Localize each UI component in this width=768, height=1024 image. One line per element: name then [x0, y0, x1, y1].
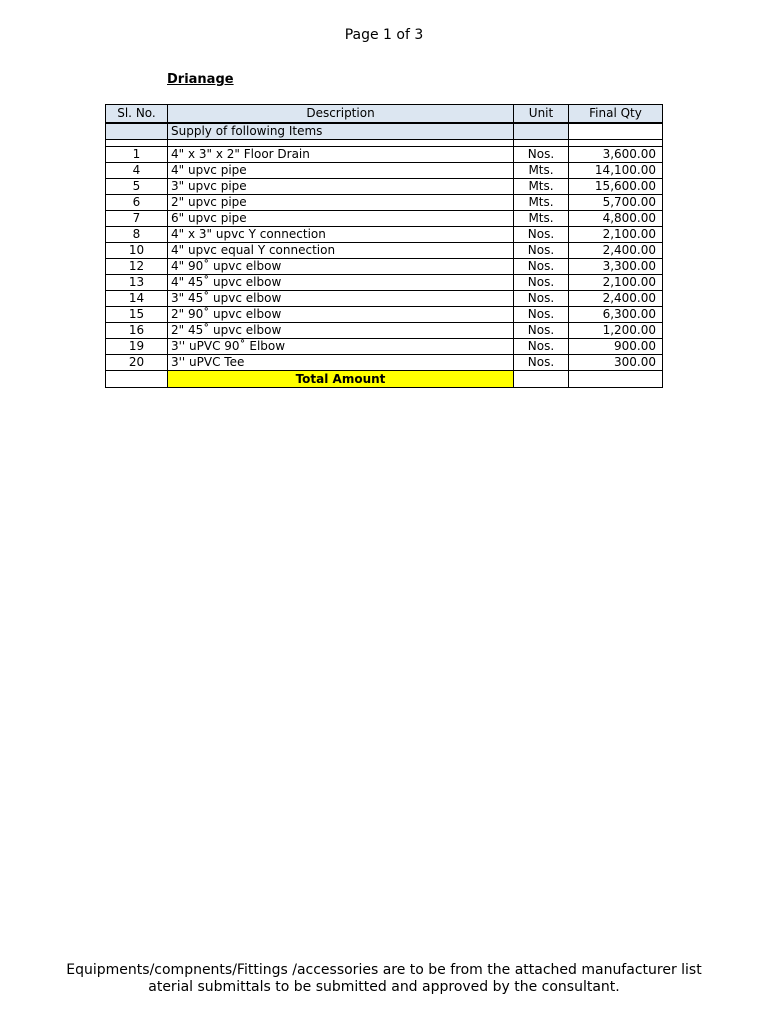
total-qty-cell [569, 371, 663, 388]
section-title: Drianage [167, 72, 234, 87]
subheading-qty-cell [569, 123, 663, 140]
row-final-qty: 900.00 [569, 339, 663, 355]
row-final-qty: 2,400.00 [569, 243, 663, 259]
total-sl-cell [106, 371, 168, 388]
row-unit: Nos. [514, 243, 569, 259]
row-final-qty: 2,100.00 [569, 227, 663, 243]
header-sl-no: Sl. No. [106, 105, 168, 124]
table-row [106, 163, 663, 179]
table-row [106, 291, 663, 307]
row-final-qty: 3,300.00 [569, 259, 663, 275]
footer-line-2: aterial submittals to be submitted and approved by the consultant. [148, 979, 620, 995]
row-description: 2" upvc pipe [168, 195, 514, 211]
row-sl-no: 15 [106, 307, 168, 323]
footer-note [0, 962, 768, 996]
header-description: Description [168, 105, 514, 124]
row-sl-no: 1 [106, 147, 168, 163]
header-unit: Unit [514, 105, 569, 124]
row-description: 4" x 3" upvc Y connection [168, 227, 514, 243]
subheading-sl-cell [106, 123, 168, 140]
table-row [106, 323, 663, 339]
footer-line-1: Equipments/compnents/Fittings /accessories are to be from the attached manufacturer list [66, 962, 702, 978]
table-row [106, 259, 663, 275]
table-header-row [106, 105, 663, 124]
row-sl-no: 6 [106, 195, 168, 211]
table-row [106, 307, 663, 323]
row-unit: Mts. [514, 163, 569, 179]
row-final-qty: 3,600.00 [569, 147, 663, 163]
subheading-label: Supply of following Items [168, 123, 514, 140]
row-description: 3" 45˚ upvc elbow [168, 291, 514, 307]
row-sl-no: 14 [106, 291, 168, 307]
row-description: 4" upvc equal Y connection [168, 243, 514, 259]
row-sl-no: 19 [106, 339, 168, 355]
page-number: Page 1 of 3 [344, 27, 424, 43]
table-row [106, 179, 663, 195]
header-final-qty: Final Qty [569, 105, 663, 124]
spacer-cell [168, 140, 514, 147]
row-description: 4" 45˚ upvc elbow [168, 275, 514, 291]
table-row [106, 243, 663, 259]
row-final-qty: 1,200.00 [569, 323, 663, 339]
row-unit: Mts. [514, 211, 569, 227]
row-sl-no: 8 [106, 227, 168, 243]
subheading-row [106, 123, 663, 140]
row-final-qty: 15,600.00 [569, 179, 663, 195]
row-sl-no: 13 [106, 275, 168, 291]
row-description: 3" upvc pipe [168, 179, 514, 195]
table-row [106, 211, 663, 227]
row-sl-no: 7 [106, 211, 168, 227]
table-row [106, 147, 663, 163]
row-final-qty: 300.00 [569, 355, 663, 371]
row-description: 2" 90˚ upvc elbow [168, 307, 514, 323]
table-row [106, 339, 663, 355]
row-description: 4" x 3" x 2" Floor Drain [168, 147, 514, 163]
row-unit: Nos. [514, 275, 569, 291]
row-description: 6" upvc pipe [168, 211, 514, 227]
row-sl-no: 12 [106, 259, 168, 275]
row-final-qty: 6,300.00 [569, 307, 663, 323]
total-unit-cell [514, 371, 569, 388]
row-final-qty: 4,800.00 [569, 211, 663, 227]
total-amount-label: Total Amount [168, 371, 514, 388]
row-unit: Nos. [514, 307, 569, 323]
row-sl-no: 4 [106, 163, 168, 179]
row-description: 3'' uPVC Tee [168, 355, 514, 371]
row-unit: Mts. [514, 179, 569, 195]
row-final-qty: 2,400.00 [569, 291, 663, 307]
row-final-qty: 14,100.00 [569, 163, 663, 179]
row-unit: Nos. [514, 227, 569, 243]
spacer-row [106, 140, 663, 147]
row-unit: Nos. [514, 355, 569, 371]
row-unit: Nos. [514, 323, 569, 339]
row-final-qty: 5,700.00 [569, 195, 663, 211]
row-unit: Nos. [514, 339, 569, 355]
row-sl-no: 10 [106, 243, 168, 259]
row-unit: Mts. [514, 195, 569, 211]
quantities-table [105, 104, 663, 388]
row-description: 2" 45˚ upvc elbow [168, 323, 514, 339]
row-description: 4" 90˚ upvc elbow [168, 259, 514, 275]
table-row [106, 355, 663, 371]
table-row [106, 275, 663, 291]
row-unit: Nos. [514, 147, 569, 163]
subheading-unit-cell [514, 123, 569, 140]
row-sl-no: 20 [106, 355, 168, 371]
row-unit: Nos. [514, 291, 569, 307]
spacer-cell [106, 140, 168, 147]
table-row [106, 195, 663, 211]
row-sl-no: 5 [106, 179, 168, 195]
total-row [106, 371, 663, 388]
spacer-cell [569, 140, 663, 147]
row-unit: Nos. [514, 259, 569, 275]
row-sl-no: 16 [106, 323, 168, 339]
row-description: 4" upvc pipe [168, 163, 514, 179]
row-final-qty: 2,100.00 [569, 275, 663, 291]
table-row [106, 227, 663, 243]
spacer-cell [514, 140, 569, 147]
row-description: 3'' uPVC 90˚ Elbow [168, 339, 514, 355]
